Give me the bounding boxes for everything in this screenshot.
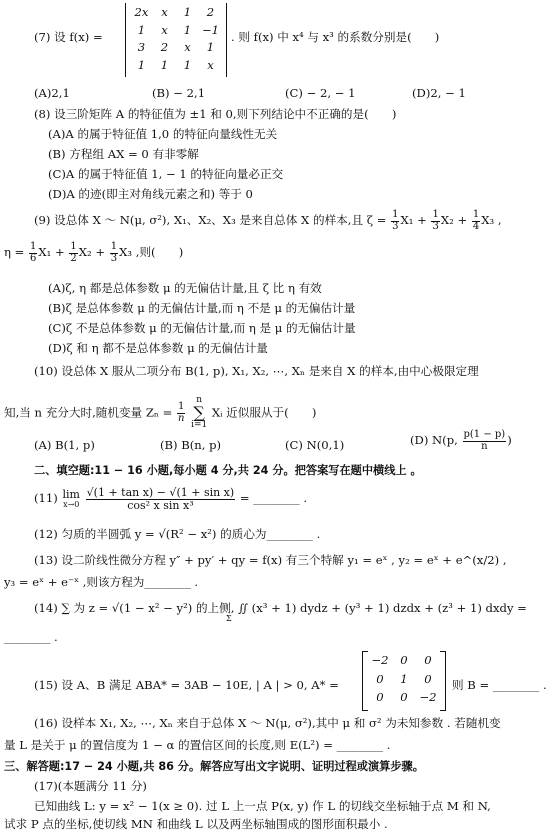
q7-stem-prefix: (7) 设 f(x) = bbox=[34, 30, 103, 44]
q15-mat-cell-2-2: −2 bbox=[419, 690, 437, 705]
q8-option-c: (C)A 的属于特征值 1, − 1 的特征向量必正交 bbox=[48, 167, 284, 181]
q10-sum bbox=[191, 396, 207, 431]
zeta-coef-1 bbox=[391, 210, 399, 232]
eta-coef-1-num: 1 bbox=[30, 241, 37, 252]
eta-coef-3-den: 3 bbox=[110, 252, 118, 264]
q15-mat-cell-2-0: 0 bbox=[376, 690, 384, 705]
q9-eta-line bbox=[4, 242, 183, 264]
q7-det-cell-0-0: 2x bbox=[134, 5, 149, 19]
q10-option-d-frac bbox=[463, 430, 507, 452]
zeta-term-1: X₁ + bbox=[400, 213, 427, 227]
q10-n: n bbox=[177, 412, 185, 424]
q7-determinant bbox=[125, 3, 227, 77]
q9-option-c: (C)ζ 不是总体参数 μ 的无偏估计量,而 η 是 μ 的无偏估计量 bbox=[48, 321, 356, 335]
q10-option-b: (B) B(n, p) bbox=[160, 438, 222, 452]
eta-coef-1-den: 6 bbox=[30, 252, 37, 264]
q7-option-a: (A)2,1 bbox=[34, 86, 70, 100]
q15-mat-cell-1-2: 0 bbox=[424, 671, 432, 686]
q17-line2: 试求 P 点的坐标,使切线 MN 和曲线 L 以及两坐标轴围成的图形面积最小 . bbox=[4, 817, 388, 831]
q7-det-cell-3-3: x bbox=[207, 57, 214, 72]
q7-det-cell-3-2: 1 bbox=[183, 57, 192, 72]
zeta-term-3: X₃ , bbox=[481, 213, 502, 227]
q11-numerator: √(1 + tan x) − √(1 + sin x) bbox=[86, 486, 235, 499]
zeta-coef-2-den: 3 bbox=[432, 220, 439, 232]
q15-mat-cell-2-1: 0 bbox=[400, 690, 408, 705]
q10-option-d-close: ) bbox=[507, 433, 512, 447]
eta-lead: η = bbox=[4, 245, 25, 259]
q10-option-d-den: n bbox=[481, 440, 488, 452]
q11-tail: = ________ . bbox=[239, 491, 308, 506]
q14-surface-sigma: Σ bbox=[226, 614, 232, 623]
q7-det-cell-1-2: 1 bbox=[183, 22, 192, 37]
q7-det-cell-0-3: 2 bbox=[206, 5, 215, 19]
zeta-coef-1-den: 3 bbox=[392, 220, 399, 232]
q7-det-cell-2-3: 1 bbox=[206, 40, 215, 55]
section-3-heading: 三、解答题:17 − 24 小题,共 86 分。解答应写出文字说明、证明过程或演算步骤。 bbox=[4, 760, 424, 773]
q11-denominator: cos² x sin x³ bbox=[127, 498, 194, 512]
q10-stem-line2 bbox=[4, 396, 316, 431]
q17-heading: (17)(本题满分 11 分) bbox=[34, 779, 147, 793]
q15-mat-cell-1-0: 0 bbox=[376, 671, 384, 686]
q10-sum-sign: ∑ bbox=[193, 403, 205, 423]
q15-answer: 则 B = ________ . bbox=[452, 678, 547, 692]
eta-coef-3 bbox=[110, 242, 118, 264]
q13-line2: y₃ = eˣ + e⁻ˣ ,则该方程为________ . bbox=[4, 575, 199, 589]
q11-fraction bbox=[86, 487, 236, 511]
q10-option-d-label: (D) N(p, bbox=[410, 433, 458, 447]
q10-option-d bbox=[410, 430, 512, 452]
q11-label: (11) bbox=[34, 491, 58, 506]
section-2-heading: 二、填空题:11 − 16 小题,每小题 4 分,共 24 分。把答案写在题中横线上 。 bbox=[34, 464, 422, 477]
q11-line bbox=[34, 487, 307, 511]
eta-coef-2 bbox=[69, 242, 77, 264]
eta-coef-2-num: 1 bbox=[70, 241, 77, 252]
q17-line1: 已知曲线 L: y = x² − 1(x ≥ 0). 过 L 上一点 P(x, y) 作 L 的切线交坐标轴于点 M 和 N, bbox=[34, 799, 491, 813]
q12-line: (12) 匀质的半圆弧 y = √(R² − x²) 的质心为________ . bbox=[34, 527, 321, 541]
q7-det-cell-2-2: x bbox=[184, 40, 191, 55]
eta-term-1: X₁ + bbox=[38, 245, 65, 259]
zeta-coef-2-num: 1 bbox=[432, 209, 439, 220]
q10-stem-line1: (10) 设总体 X 服从二项分布 B(1, p), X₁, X₂, ⋯, Xₙ 是来自 X 的样本,由中心极限定理 bbox=[34, 364, 479, 378]
q7-det-cell-0-1: x bbox=[161, 5, 168, 19]
q14-line1: (14) ∑ 为 z = √(1 − x² − y²) 的上侧, ∬ (x³ + 1) dydz + (y³ + 1) dzdx + (z³ + 1) dxdy = bbox=[34, 601, 527, 615]
q15-stem: (15) 设 A、B 满足 ABA* = 3AB − 10E, | A | > 0, A* = bbox=[34, 678, 339, 692]
q7-det-cell-1-3: −1 bbox=[201, 22, 220, 37]
zeta-coef-3 bbox=[472, 210, 480, 232]
q8-option-d: (D)A 的迹(即主对角线元素之和) 等于 0 bbox=[48, 187, 253, 201]
zeta-coef-2 bbox=[431, 210, 439, 232]
q15-matrix bbox=[362, 651, 446, 711]
q16-line2: 量 L 是关于 μ 的置信度为 1 − α 的置信区间的长度,则 E(L²) = ________ . bbox=[4, 738, 391, 752]
q10-sum-bottom: i=1 bbox=[191, 420, 208, 431]
q9-stem-line1 bbox=[34, 210, 502, 232]
eta-coef-2-den: 2 bbox=[70, 252, 77, 264]
q10-option-d-num: p(1 − p) bbox=[463, 429, 506, 440]
q11-limit bbox=[63, 489, 80, 509]
q8-option-a: (A)A 的属于特征值 1,0 的特征向量线性无关 bbox=[48, 127, 278, 141]
q9-option-a: (A)ζ, η 都是总体参数 μ 的无偏估计量,且 ζ 比 η 有效 bbox=[48, 281, 322, 295]
q15-mat-cell-0-2: 0 bbox=[424, 653, 432, 667]
q7-det-cell-1-1: x bbox=[161, 22, 168, 37]
q15-mat-cell-1-1: 1 bbox=[400, 671, 408, 686]
eta-term-2: X₂ + bbox=[78, 245, 106, 259]
q10-stem-pre: 知,当 n 充分大时,随机变量 Zₙ = bbox=[4, 405, 173, 420]
q7-det-cell-0-2: 1 bbox=[183, 5, 192, 19]
q11-lim-sub: x→0 bbox=[63, 499, 80, 509]
q7-option-c: (C) − 2, − 1 bbox=[285, 86, 356, 100]
q9-option-b: (B)ζ 是总体参数 μ 的无偏估计量,而 η 不是 μ 的无偏估计量 bbox=[48, 301, 356, 315]
q7-det-cell-2-1: 2 bbox=[160, 40, 169, 55]
eta-coef-1 bbox=[29, 242, 37, 264]
q9-stem-text: (9) 设总体 X ～ N(μ, σ²), X₁、X₂、X₃ 是来自总体 X 的样本,且 ζ = bbox=[34, 213, 387, 227]
q15-mat-cell-0-1: 0 bbox=[400, 653, 408, 667]
q15-mat-cell-0-0: −2 bbox=[371, 653, 389, 667]
q7-option-b: (B) − 2,1 bbox=[152, 86, 206, 100]
zeta-coef-1-num: 1 bbox=[392, 209, 399, 220]
q7-det-cell-2-0: 3 bbox=[137, 40, 146, 55]
q10-sum-top: n bbox=[196, 395, 203, 405]
q10-option-a: (A) B(1, p) bbox=[34, 438, 95, 452]
q7-det-cell-1-0: 1 bbox=[137, 22, 146, 37]
q13-line1: (13) 设二阶线性微分方程 y″ + py′ + qy = f(x) 有三个特解 y₁ = eˣ , y₂ = eˣ + e^(x/2) , bbox=[34, 553, 507, 567]
q10-one: 1 bbox=[178, 401, 185, 413]
q7-option-d: (D)2, − 1 bbox=[412, 86, 466, 100]
q9-option-d: (D)ζ 和 η 都不是总体参数 μ 的无偏估计量 bbox=[48, 341, 268, 355]
q7-stem-suffix: . 则 f(x) 中 x⁴ 与 x³ 的系数分别是( ) bbox=[231, 30, 440, 44]
q10-stem-post: Xᵢ 近似服从于( ) bbox=[211, 405, 317, 420]
q8-stem: (8) 设三阶矩阵 A 的特征值为 ±1 和 0,则下列结论中不正确的是( ) bbox=[34, 107, 397, 121]
q10-one-over-n bbox=[177, 402, 185, 424]
q14-line2: ________ . bbox=[4, 630, 58, 644]
q16-line1: (16) 设样本 X₁, X₂, ⋯, Xₙ 来自于总体 X ～ N(μ, σ²),其中 μ 和 σ² 为未知参数 . 若随机变 bbox=[34, 716, 501, 730]
zeta-coef-3-den: 4 bbox=[472, 220, 480, 232]
eta-coef-3-num: 1 bbox=[110, 241, 118, 252]
eta-term-3: X₃ ,则( ) bbox=[119, 245, 184, 259]
q10-option-c: (C) N(0,1) bbox=[285, 438, 345, 452]
q7-det-cell-3-0: 1 bbox=[137, 57, 146, 72]
q11-lim: lim bbox=[62, 488, 80, 502]
zeta-term-2: X₂ + bbox=[440, 213, 468, 227]
q7-det-cell-3-1: 1 bbox=[160, 57, 169, 72]
zeta-coef-3-num: 1 bbox=[472, 209, 480, 220]
q8-option-b: (B) 方程组 AX = 0 有非零解 bbox=[48, 147, 199, 161]
